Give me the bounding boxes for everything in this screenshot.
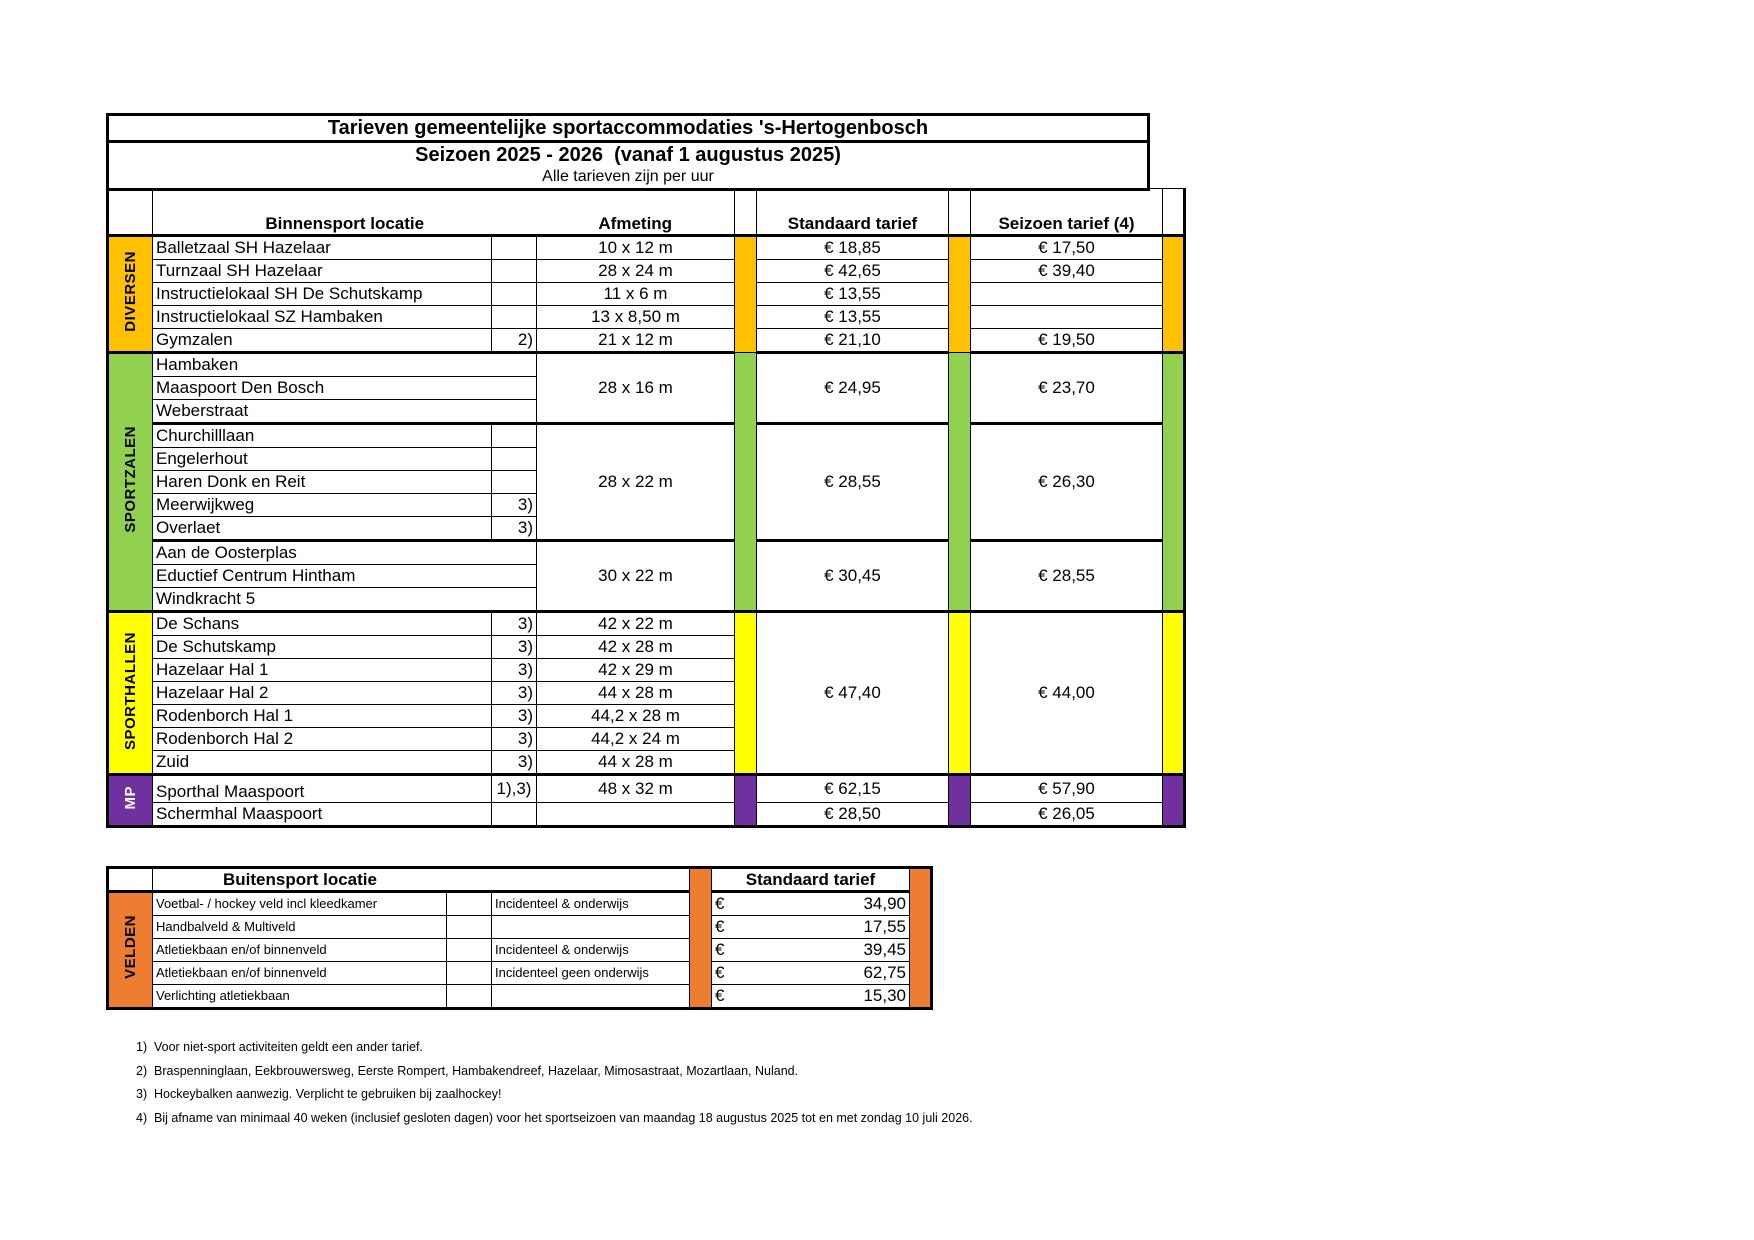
location-name: Rodenborch Hal 2	[153, 728, 492, 751]
table-row: Instructielokaal SZ Hambaken 13 x 8,50 m € 13,55	[108, 306, 1185, 329]
location-name: Hazelaar Hal 1	[153, 659, 492, 682]
footnote: 2) Braspenninglaan, Eekbrouwersweg, Eerste Rompert, Hambakendreef, Hazelaar, Mimosastraat, Mozartlaan, Nuland.	[136, 1063, 799, 1078]
location-name: Overlaet	[153, 517, 492, 541]
table-row: Hazelaar Hal 2 3) 44 x 28 m	[108, 682, 1185, 705]
col-season-header: Seizoen tarief (4)	[971, 189, 1163, 236]
title-block	[106, 113, 1150, 191]
table-row: Aan de Oosterplas 30 x 22 m € 30,45 € 28,55	[108, 541, 1185, 565]
location-name: Handbalveld & Multiveld	[153, 916, 447, 939]
outdoor-col-location-header: Buitensport locatie	[153, 868, 690, 892]
location-name: Instructielokaal SZ Hambaken	[153, 306, 492, 329]
table-row: Meerwijkweg 3)	[108, 494, 1185, 517]
location-name: Weberstraat	[153, 400, 537, 424]
table-row: Rodenborch Hal 1 3) 44,2 x 28 m	[108, 705, 1185, 728]
category-sporthallen: SPORTHALLEN	[108, 612, 153, 775]
indoor-table	[106, 188, 1186, 828]
footnote: 3) Hockeybalken aanwezig. Verplicht te gebruiken bij zaalhockey!	[136, 1087, 502, 1101]
location-name: Atletiekbaan en/of binnenveld	[153, 939, 447, 962]
table-row: Handbalveld & Multiveld € 17,55	[108, 916, 932, 939]
location-name: Gymzalen	[153, 329, 492, 353]
location-name: Zuid	[153, 751, 492, 775]
category-sportzalen: SPORTZALEN	[108, 353, 153, 612]
location-name: Haren Donk en Reit	[153, 471, 492, 494]
table-row: VELDEN Voetbal- / hockey veld incl kleedkamer Incidenteel & onderwijs € 34,90	[108, 892, 932, 916]
footnote: 4) Bij afname van minimaal 40 weken (inclusief gesloten dagen) voor het sportseizoen van maandag 18 augustus 2025 tot en met zondag 10 juli 2026.	[136, 1110, 973, 1125]
table-row: SPORTZALEN Hambaken 28 x 16 m € 24,95 € 23,70	[108, 353, 1185, 377]
table-row: Rodenborch Hal 2 3) 44,2 x 24 m	[108, 728, 1185, 751]
footnote: 1) Voor niet-sport activiteiten geldt een ander tarief.	[136, 1040, 423, 1054]
location-name: Churchilllaan	[153, 424, 492, 448]
location-name: De Schutskamp	[153, 636, 492, 659]
footnotes	[136, 1036, 973, 1130]
location-name: Sporthal Maaspoort	[153, 775, 492, 803]
table-row: MP Sporthal Maaspoort 1),3) 48 x 32 m € 62,15 € 57,90	[108, 775, 1185, 803]
table-row: Schermhal Maaspoort € 28,50 € 26,05	[108, 803, 1185, 827]
location-name: Maaspoort Den Bosch	[153, 377, 537, 400]
location-name: Instructielokaal SH De Schutskamp	[153, 283, 492, 306]
col-size-header: Afmeting	[537, 189, 735, 236]
category-diversen: DIVERSEN	[108, 236, 153, 353]
location-name: Rodenborch Hal 1	[153, 705, 492, 728]
season-subtitle: Seizoen 2025 - 2026 (vanaf 1 augustus 2025)	[415, 144, 841, 166]
table-row: Atletiekbaan en/of binnenveld Incidenteel geen onderwijs € 62,75	[108, 962, 932, 985]
table-row: Zuid 3) 44 x 28 m	[108, 751, 1185, 775]
location-name: Voetbal- / hockey veld incl kleedkamer	[153, 892, 447, 916]
table-row: SPORTHALLEN De Schans 3) 42 x 22 m € 47,40 € 44,00	[108, 612, 1185, 636]
location-name: Schermhal Maaspoort	[153, 803, 492, 827]
location-name: Turnzaal SH Hazelaar	[153, 260, 492, 283]
location-name: Balletzaal SH Hazelaar	[153, 236, 492, 260]
outdoor-header-row	[108, 868, 932, 892]
table-row: Instructielokaal SH De Schutskamp 11 x 6 m € 13,55	[108, 283, 1185, 306]
table-row: Turnzaal SH Hazelaar 28 x 24 m € 42,65 € 39,40	[108, 260, 1185, 283]
per-hour-note: Alle tarieven zijn per uur	[542, 168, 714, 185]
location-name: Meerwijkweg	[153, 494, 492, 517]
location-name: De Schans	[153, 612, 492, 636]
table-row: Verlichting atletiekbaan € 15,30	[108, 985, 932, 1009]
location-name: Aan de Oosterplas	[153, 541, 537, 565]
category-velden: VELDEN	[108, 892, 153, 1009]
table-row: Hazelaar Hal 1 3) 42 x 29 m	[108, 659, 1185, 682]
table-row: De Schutskamp 3) 42 x 28 m	[108, 636, 1185, 659]
col-standard-header: Standaard tarief	[757, 189, 949, 236]
page-title: Tarieven gemeentelijke sportaccommodaties 's-Hertogenbosch	[109, 116, 1147, 143]
location-name: Windkracht 5	[153, 588, 537, 612]
col-location-header: Binnensport locatie	[153, 189, 537, 236]
category-mp: MP	[108, 775, 153, 827]
location-name: Engelerhout	[153, 448, 492, 471]
location-name: Eductief Centrum Hintham	[153, 565, 537, 588]
outdoor-table	[106, 866, 933, 1010]
location-name: Hambaken	[153, 353, 537, 377]
indoor-header-row	[108, 189, 1185, 236]
table-row: Gymzalen 2) 21 x 12 m € 21,10 € 19,50	[108, 329, 1185, 353]
outdoor-col-standard-header: Standaard tarief	[712, 868, 910, 892]
table-row: Churchilllaan 28 x 22 m € 28,55 € 26,30	[108, 424, 1185, 448]
location-name: Hazelaar Hal 2	[153, 682, 492, 705]
table-row: Atletiekbaan en/of binnenveld Incidenteel & onderwijs € 39,45	[108, 939, 932, 962]
location-name: Verlichting atletiekbaan	[153, 985, 447, 1009]
table-row: DIVERSEN Balletzaal SH Hazelaar 10 x 12 m € 18,85 € 17,50	[108, 236, 1185, 260]
table-row: Overlaet 3)	[108, 517, 1185, 541]
location-name: Atletiekbaan en/of binnenveld	[153, 962, 447, 985]
